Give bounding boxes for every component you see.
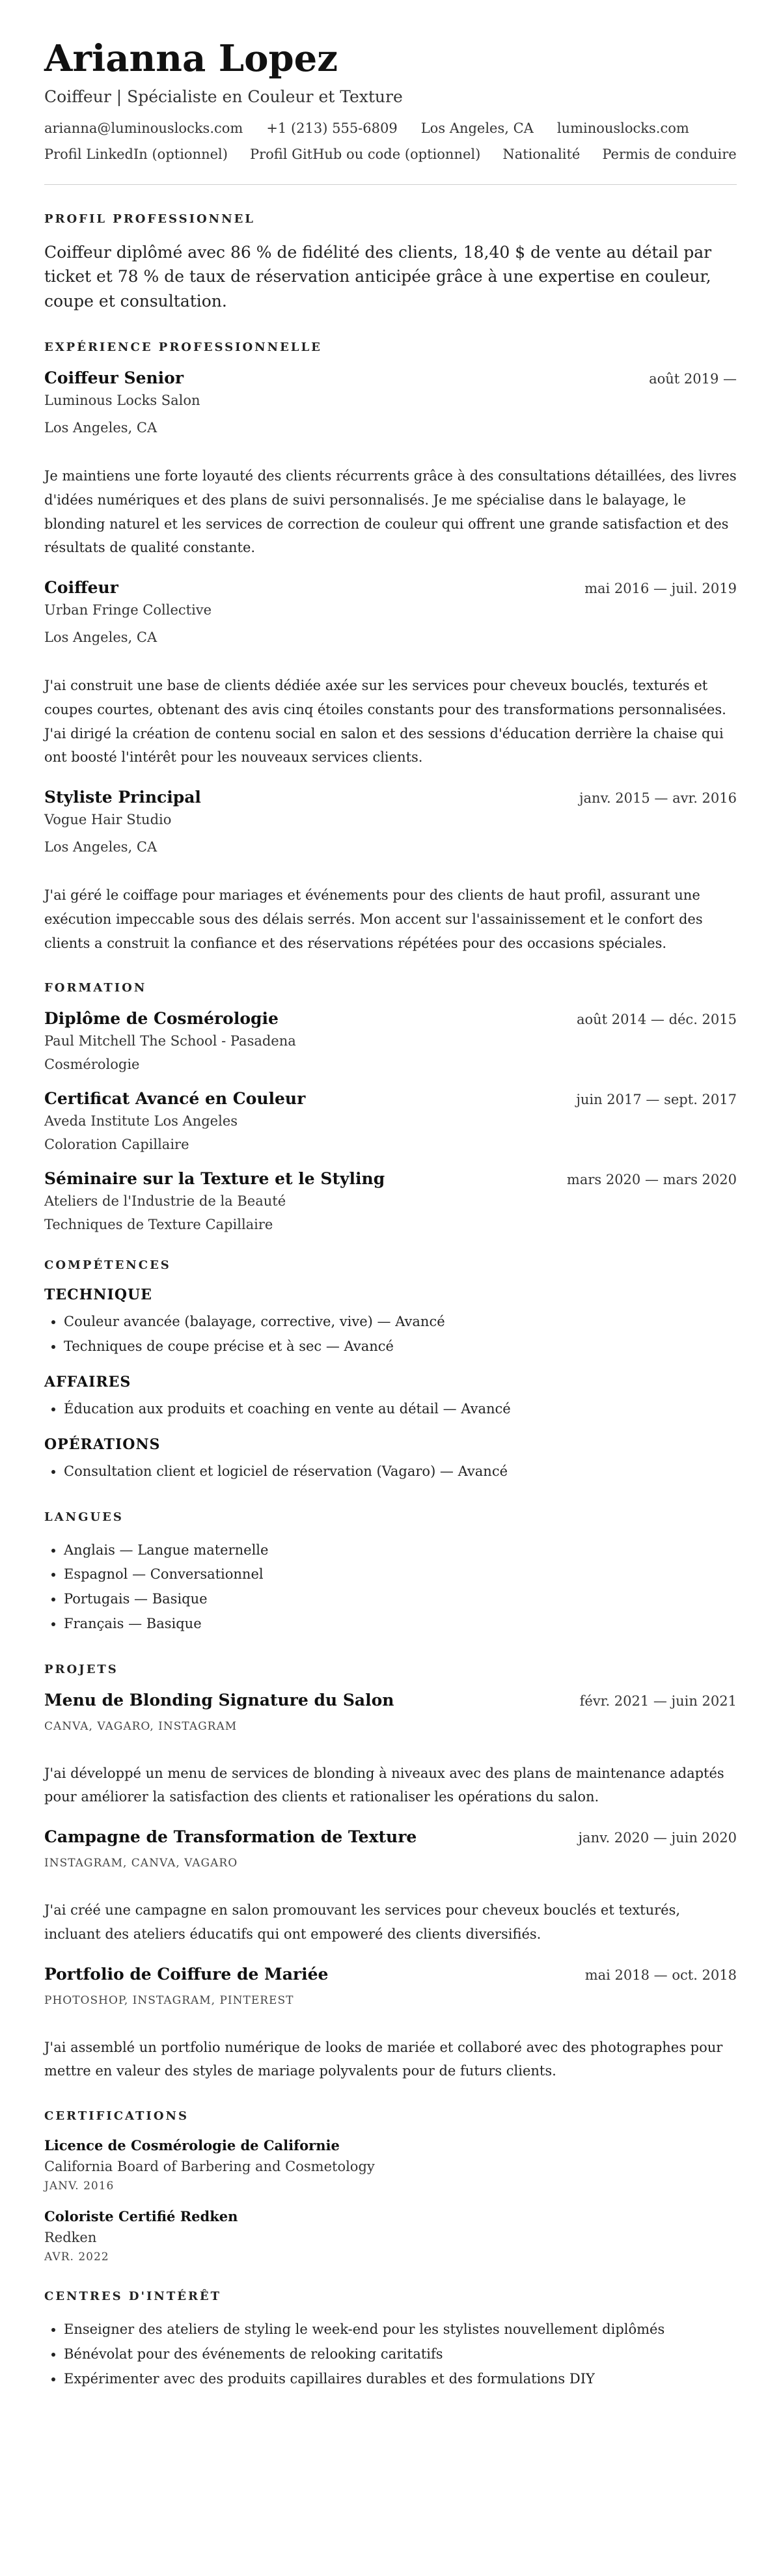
skill-item: • Éducation aux produits et coaching en vente au détail — Avancé: [64, 1397, 737, 1422]
degree-title: Séminaire sur la Texture et le Styling: [44, 1169, 385, 1189]
interest-list: [44, 2318, 737, 2391]
linkedin-link[interactable]: Profil LinkedIn (optionnel): [44, 146, 228, 162]
contact-location: Los Angeles, CA: [420, 120, 534, 136]
degree-title: Certificat Avancé en Couleur: [44, 1089, 306, 1109]
project-description: J'ai développé un menu de services de blonding à niveaux avec des plans de maintenance adaptés pour améliorer la satisfaction des clients et rationaliser les opérations du salon.: [44, 1765, 724, 1805]
interest-item: • Bénévolat pour des événements de relooking caritatifs: [64, 2342, 737, 2367]
language-item: • Anglais — Langue maternelle: [64, 1538, 737, 1563]
project-name: Portfolio de Coiffure de Mariée: [44, 1964, 329, 1984]
experience-entry: [44, 788, 737, 955]
study-field: Coloration Capillaire: [44, 1137, 189, 1153]
company-name: Urban Fringe Collective: [44, 602, 212, 618]
summary-text: Coiffeur diplômé avec 86 % de fidélité des clients, 18,40 $ de vente au détail par ticket et 78 % de taux de réservation anticipée grâce à une expertise en couleur, coupe et consultation.: [44, 242, 712, 311]
profile-links-row: [44, 146, 737, 162]
projects-section: [44, 1663, 737, 2084]
job-title: Coiffeur Senior: [44, 368, 184, 388]
project-entry: [44, 1691, 737, 1810]
skill-list: [44, 1397, 737, 1422]
skill-item: • Couleur avancée (balayage, corrective, vive) — Avancé: [64, 1310, 737, 1335]
project-entry: [44, 1965, 737, 2084]
contact-phone[interactable]: +1 (213) 555-6809: [266, 120, 398, 136]
certification-issuer: California Board of Barbering and Cosmetology: [44, 2159, 375, 2175]
education-entry: [44, 1089, 737, 1152]
github-link[interactable]: Profil GitHub ou code (optionnel): [249, 146, 481, 162]
job-description: Je maintiens une forte loyauté des clients récurrents grâce à des consultations détaillées, des livres d'idées numériques et des plans de suivi personnalisés. Je me spécialise dans le balayage, le blonding naturel et les services de correction de couleur qui offrent une grande satisfaction et des résultats de qualité constante.: [44, 468, 737, 556]
project-name: Campagne de Transformation de Texture: [44, 1827, 417, 1847]
education-dates: août 2014 — déc. 2015: [576, 1012, 737, 1028]
certification-name: Licence de Cosmérologie de Californie: [44, 2137, 340, 2154]
summary-section: [44, 212, 737, 314]
certifications-section: [44, 2109, 737, 2264]
projects-title: PROJETS: [44, 1662, 118, 1676]
education-title: FORMATION: [44, 981, 147, 995]
study-field: Cosmérologie: [44, 1057, 140, 1073]
skills-title: COMPÉTENCES: [44, 1258, 171, 1273]
project-name: Menu de Blonding Signature du Salon: [44, 1690, 394, 1710]
education-dates: mars 2020 — mars 2020: [566, 1172, 737, 1188]
project-dates: févr. 2021 — juin 2021: [579, 1693, 737, 1709]
headline: Coiffeur | Spécialiste en Couleur et Texture: [44, 87, 403, 106]
education-dates: juin 2017 — sept. 2017: [576, 1092, 737, 1108]
languages-title: LANGUES: [44, 1510, 124, 1524]
language-item: • Portugais — Basique: [64, 1587, 737, 1612]
interest-item: • Expérimenter avec des produits capillaires durables et des formulations DIY: [64, 2367, 737, 2392]
experience-entry: [44, 368, 737, 560]
job-dates: mai 2016 — juil. 2019: [584, 581, 737, 597]
job-location: Los Angeles, CA: [44, 630, 158, 646]
languages-section: [44, 1510, 737, 1637]
job-dates: janv. 2015 — avr. 2016: [579, 790, 737, 807]
certification-entry: [44, 2137, 737, 2193]
job-title: Coiffeur: [44, 578, 118, 598]
company-name: Luminous Locks Salon: [44, 393, 200, 409]
contact-website[interactable]: luminouslocks.com: [556, 120, 689, 136]
driving-license-field: Permis de conduire: [602, 146, 737, 162]
skill-category-title: AFFAIRES: [44, 1373, 131, 1391]
skills-section: [44, 1258, 737, 1484]
job-location: Los Angeles, CA: [44, 839, 158, 855]
nationality-field: Nationalité: [502, 146, 581, 162]
certifications-title: CERTIFICATIONS: [44, 2109, 189, 2124]
certification-entry: [44, 2208, 737, 2264]
language-item: • Français — Basique: [64, 1612, 737, 1637]
experience-entry: [44, 578, 737, 769]
degree-title: Diplôme de Cosmérologie: [44, 1009, 279, 1029]
company-name: Vogue Hair Studio: [44, 812, 172, 828]
job-location: Los Angeles, CA: [44, 420, 158, 436]
study-field: Techniques de Texture Capillaire: [44, 1217, 273, 1233]
skill-list: [44, 1310, 737, 1359]
language-item: • Espagnol — Conversationnel: [64, 1562, 737, 1587]
contact-row: [44, 120, 737, 136]
school-name: Ateliers de l'Industrie de la Beauté: [44, 1193, 286, 1210]
skill-category-title: TECHNIQUE: [44, 1286, 152, 1304]
skill-list: [44, 1460, 737, 1484]
project-description: J'ai assemblé un portfolio numérique de looks de mariée et collaboré avec des photographes pour mettre en valeur des styles de mariage polyvalents pour de futurs clients.: [44, 2039, 723, 2079]
experience-section: [44, 340, 737, 955]
project-tools: PHOTOSHOP, INSTAGRAM, PINTEREST: [44, 1993, 294, 2007]
project-tools: INSTAGRAM, CANVA, VAGARO: [44, 1857, 238, 1870]
certification-name: Coloriste Certifié Redken: [44, 2208, 238, 2225]
skill-item: • Techniques de coupe précise et à sec — Avancé: [64, 1335, 737, 1359]
project-description: J'ai créé une campagne en salon promouvant les services pour cheveux bouclés et texturés, incluant des ateliers éducatifs qui ont empoweré des clients diversifiés.: [44, 1902, 681, 1942]
school-name: Paul Mitchell The School - Pasadena: [44, 1033, 296, 1049]
contact-email[interactable]: arianna@luminouslocks.com: [44, 120, 243, 136]
job-description: J'ai géré le coiffage pour mariages et événements pour des clients de haut profil, assurant une exécution impeccable sous des délais serrés. Mon accent sur l'assainissement et le confort des clients a construit la confiance et des réservations répétées pour des occasions spéciales.: [44, 887, 703, 951]
interest-item: • Enseigner des ateliers de styling le week-end pour les stylistes nouvellement diplômés: [64, 2318, 737, 2342]
school-name: Aveda Institute Los Angeles: [44, 1113, 238, 1129]
project-tools: CANVA, VAGARO, INSTAGRAM: [44, 1719, 238, 1733]
header-divider: [44, 184, 737, 185]
job-dates: août 2019 —: [649, 371, 737, 387]
job-description: J'ai construit une base de clients dédiée axée sur les services pour cheveux bouclés, texturés et coupes courtes, obtenant des avis cinq étoiles constants pour des transformations personnalisées. J'ai dirigé la création de contenu social en salon et des sessions d'éducation derrière la chaise qui ont boosté l'intérêt pour les nouveaux services clients.: [44, 678, 726, 766]
skill-item: • Consultation client et logiciel de réservation (Vagaro) — Avancé: [64, 1460, 737, 1484]
project-dates: janv. 2020 — juin 2020: [578, 1830, 737, 1846]
project-dates: mai 2018 — oct. 2018: [584, 1967, 737, 1983]
language-list: [44, 1538, 737, 1637]
project-entry: [44, 1827, 737, 1946]
certification-date: AVR. 2022: [44, 2251, 109, 2264]
resume-header: [44, 39, 737, 162]
skill-category-title: OPÉRATIONS: [44, 1435, 161, 1453]
interests-section: [44, 2290, 737, 2391]
certification-date: JANV. 2016: [44, 2180, 115, 2193]
summary-title: PROFIL PROFESSIONNEL: [44, 212, 255, 226]
education-entry: [44, 1169, 737, 1232]
education-section: [44, 981, 737, 1232]
interests-title: CENTRES D'INTÉRÊT: [44, 2290, 222, 2304]
job-title: Styliste Principal: [44, 788, 201, 807]
experience-title: EXPÉRIENCE PROFESSIONNELLE: [44, 340, 322, 355]
certification-issuer: Redken: [44, 2230, 97, 2246]
education-entry: [44, 1009, 737, 1072]
candidate-name: Arianna Lopez: [44, 37, 338, 80]
